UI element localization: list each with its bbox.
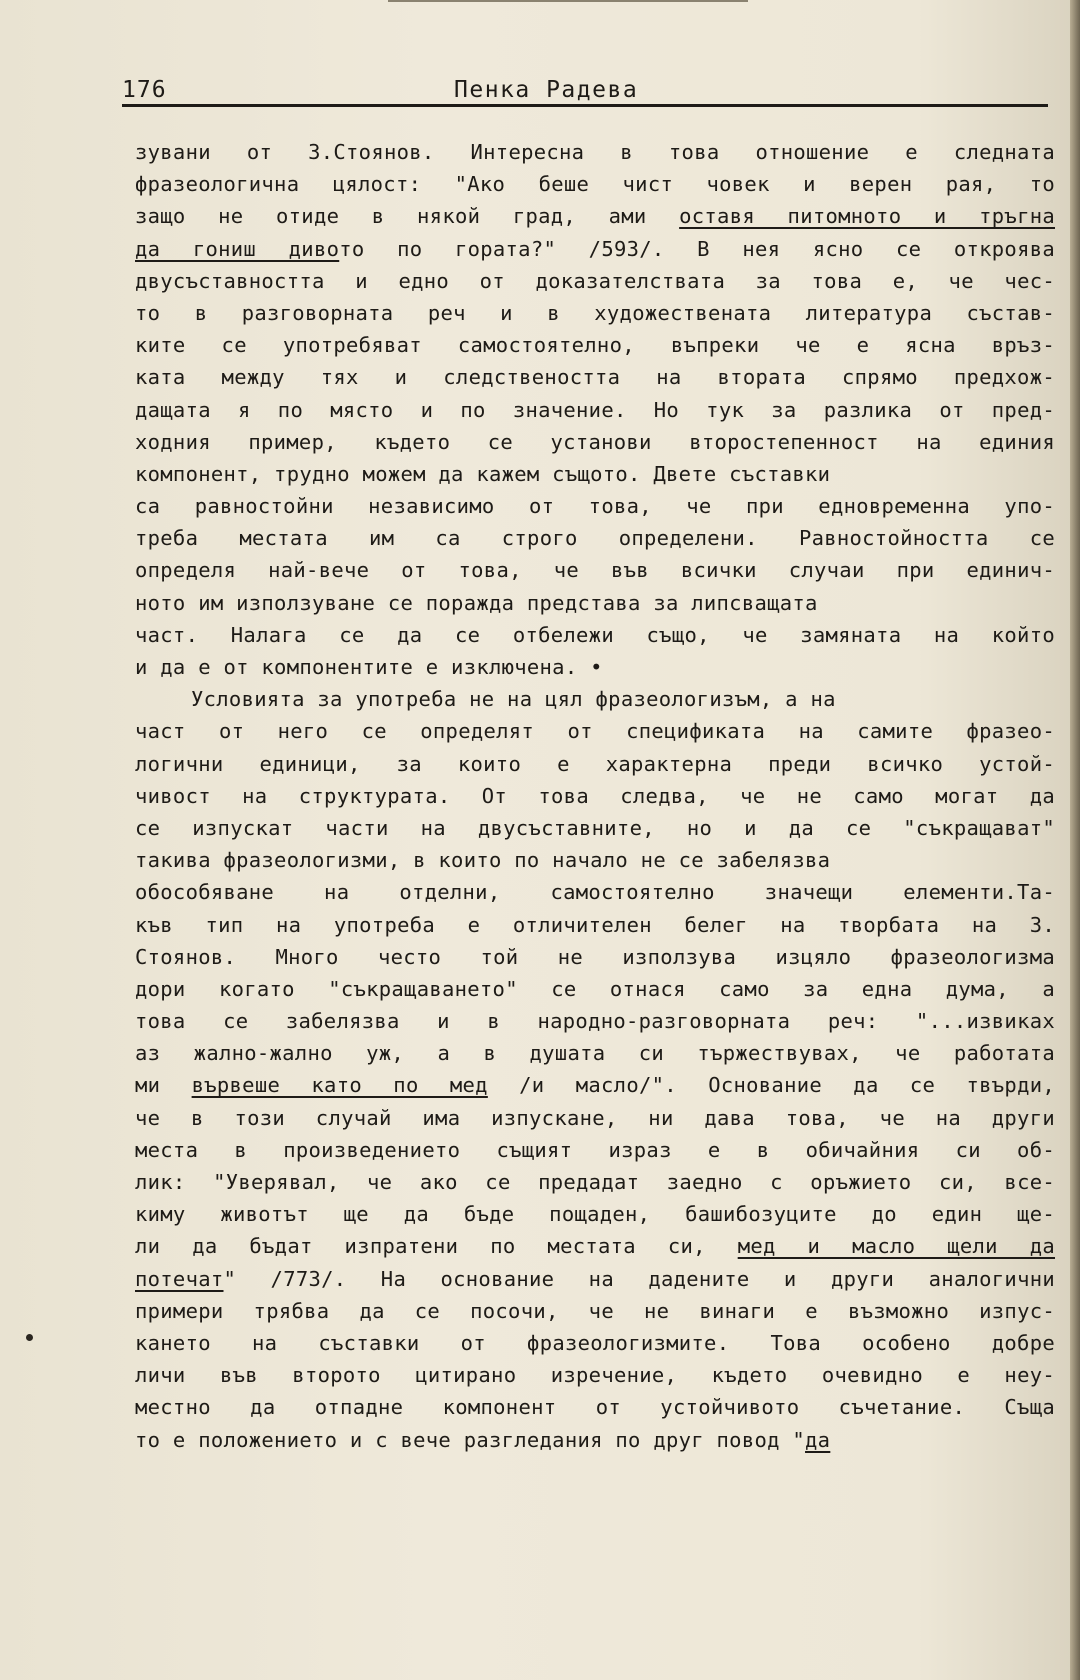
underlined-phrase: да гониш диво [135, 236, 340, 261]
text-line: кането на съставки от фразеологизмите. Това особено добре [135, 1330, 1055, 1355]
text-line: къв тип на употреба е отличителен белег на творбата на З. [135, 912, 1055, 937]
text-line: дори когато "съкращаването" се отнася само за една дума, а [135, 976, 1055, 1001]
text-line: места в произведението същият израз е в обичайния си об- [135, 1137, 1055, 1162]
text-line: местно да отпадне компонент от устойчивото съчетание. Съща [135, 1395, 1055, 1420]
text-line: двусъставността и едно от доказателствата за това е, че чес- [135, 268, 1055, 293]
underlined-phrase: вървеше като по мед [191, 1073, 488, 1098]
underlined-phrase: оставя питомното и тръгна [679, 204, 1055, 229]
text-line: определя най-вече от това, че във всички случаи при единич- [135, 558, 1055, 583]
running-head: Пенка Радева [454, 77, 639, 103]
text-line: то в разговорната реч и в художествената литература състав- [135, 300, 1055, 325]
text-line: зувани от З.Стоянов. Интересна в това отношение е следната [135, 140, 1055, 164]
paragraph-first-line: Условията за употреба не на цял фразеологизъм, а на [191, 687, 836, 712]
text-line: дащата я по място и по значение. Но тук за разлика от пред- [135, 397, 1055, 422]
body-text [135, 136, 1055, 1456]
text-line: логични единици, за които е характерна преди всичко устой- [135, 751, 1055, 776]
underlined-phrase: потечат [135, 1266, 224, 1291]
top-scan-line [388, 0, 748, 2]
text-line: то е положението и с вече разгледания по друг повод "да [135, 1427, 831, 1452]
text-line: аз жално-жално уж, а в душата си тържествувах, че работата [135, 1041, 1055, 1066]
text-line: киму животът ще да бъде пощаден, башибозуците до един ще- [135, 1202, 1055, 1227]
page-edge-shadow [1070, 0, 1080, 1680]
header-rule [122, 104, 1048, 107]
text-line: са равностойни независимо от това, че при едновременна упо- [135, 494, 1055, 519]
text-line: обособяване на отделни, самостоятелно значещи елементи.Та- [135, 880, 1055, 905]
text-line: Стоянов. Много често той не използува изцяло фразеологизма [135, 944, 1055, 969]
text-line: ките се употребяват самостоятелно, въпреки че е ясна връз- [135, 333, 1055, 358]
margin-dot [26, 1334, 33, 1341]
text-line: компонент, трудно можем да кажем същото. Двете съставки [135, 461, 831, 486]
text-line: това се забелязва и в народно-разговорната реч: "...извиках [135, 1009, 1055, 1034]
text-line: и да е от компонентите е изключена. • [135, 655, 603, 679]
underlined-phrase: мед и масло щели да [737, 1234, 1055, 1259]
text-line: ли да бъдат изпратени по местата си, мед и масло щели да [135, 1234, 1055, 1259]
page-number: 176 [122, 77, 167, 103]
text-line: се изпускат части на двусъставните, но и да се "съкращават" [135, 815, 1055, 840]
text-line: фразеологична цялост: "Ако беше чист човек и верен рая, то [135, 172, 1055, 197]
text-line: ходния пример, където се установи второстепенност на единия [135, 429, 1055, 454]
text-line: такива фразеологизми, в които по начало не се забелязва [135, 848, 831, 873]
text-line: част. Налага се да се отбележи също, че замяната на който [135, 622, 1055, 647]
text-line: личи във второто цитирано изречение, където очевидно е неу- [135, 1363, 1055, 1388]
text-line: ното им използуване се поражда представа за липсващата [135, 590, 818, 615]
text-line: че в този случай има изпускане, ни дава това, че на други [135, 1105, 1055, 1130]
text-line: ката между тях и следствеността на втората спрямо предхож- [135, 365, 1055, 390]
text-line: лик: "Уверявал, че ако се предадат заедно с оръжието си, все- [135, 1170, 1055, 1194]
text-line: треба местата им са строго определени. Равностойността се [135, 526, 1055, 551]
text-line: потечат" /773/. На основание на дадените и други аналогични [135, 1266, 1055, 1291]
text-line: защо не отиде в някой град, ами оставя питомното и тръгна [135, 204, 1055, 229]
page-header [122, 77, 1048, 107]
text-line: да гониш дивото по гората?" /593/. В нея ясно се откроява [135, 236, 1055, 261]
text-line: примери трябва да се посочи, че не винаги е възможно изпус- [135, 1298, 1055, 1323]
underlined-phrase: да [805, 1427, 831, 1452]
text-line: чивост на структурата. От това следва, че не само могат да [135, 783, 1055, 808]
text-line: ми вървеше като по мед /и масло/". Основание да се твърди, [135, 1073, 1055, 1098]
text-line: част от него се определят от спецификата на самите фразео- [135, 719, 1055, 744]
